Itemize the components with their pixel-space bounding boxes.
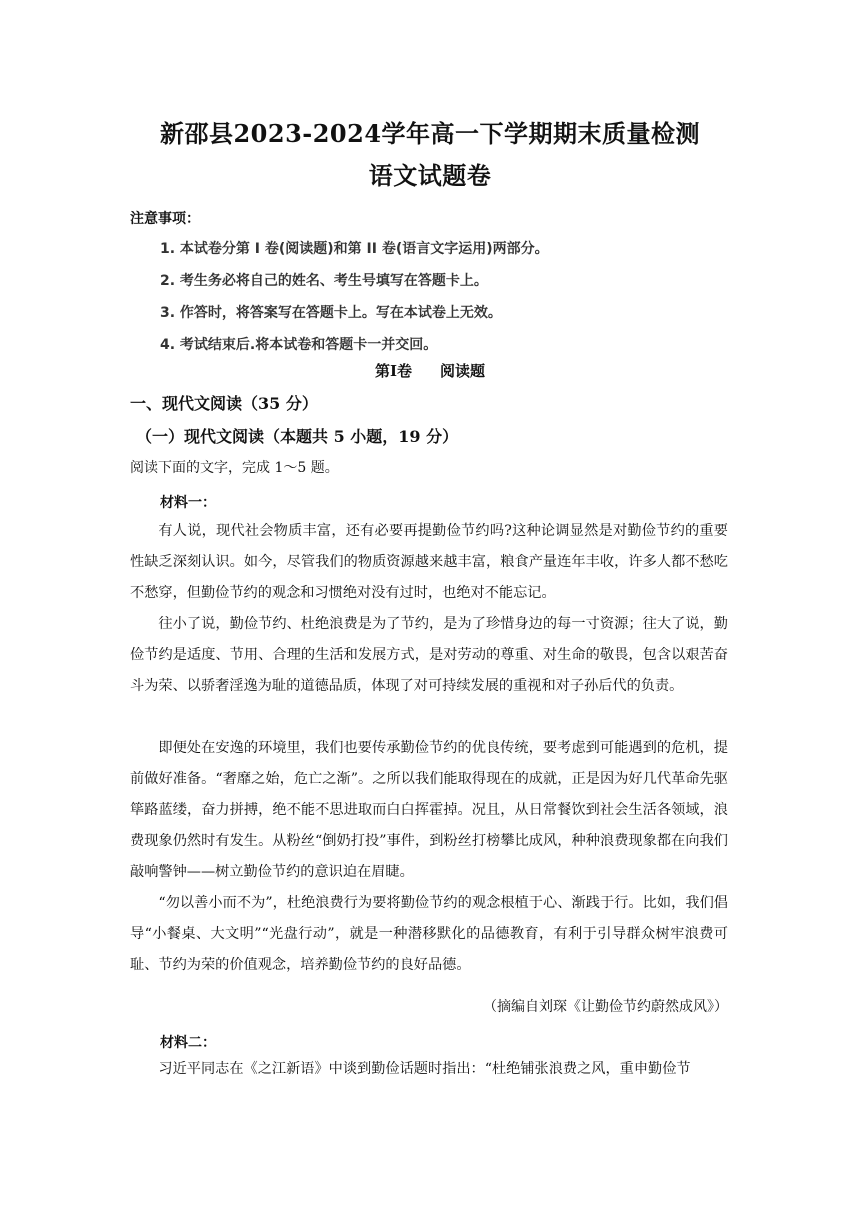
section-heading: 一、现代文阅读（35 分） [130, 394, 318, 413]
paragraph: 有人说，现代社会物质丰富，还有必要再提勤俭节约吗?这种论调显然是对勤俭节约的重要性缺乏深刻认识。如今，尽管我们的物质资源越来越丰富，粮食产量连年丰收，许多人都不愁吃不愁穿，但勤俭节约的观念和习惯绝对没有过时，也绝对不能忘记。 [130, 523, 728, 601]
source-citation: （摘编自刘琛《让勤俭节约蔚然成风》） [483, 999, 728, 1015]
part-label: 第Ⅰ卷 [374, 362, 412, 380]
paragraph: 习近平同志在《之江新语》中谈到勤俭话题时指出：“杜绝铺张浪费之风，重申勤俭节 [158, 1061, 691, 1077]
exam-subtitle: 语文试题卷 [368, 161, 492, 190]
part-name: 阅读题 [440, 362, 486, 380]
paragraph: 即便处在安逸的环境里，我们也要传承勤俭节约的优良传统，要考虑到可能遇到的危机，提前做好准备。“奢靡之始，危亡之渐”。之所以我们能取得现在的成就，正是因为好几代革命先驱筚路蓝缕，奋力拼搏，绝不能不思进取而白白挥霍掉。况且，从日常餐饮到社会生活各领域，浪费现象仍然时有发生。从粉丝“倒奶打投”事件，到粉丝打榜攀比成风，种种浪费现象都在向我们敲响警钟——树立勤俭节约的意识迫在眉睫。 [130, 740, 728, 880]
paragraph: “勿以善小而不为”，杜绝浪费行为要将勤俭节约的观念根植于心、渐践于行。比如，我们倡导“小餐桌、大文明”“光盘行动”，就是一种潜移默化的品德教育，有利于引导群众树牢浪费可耻、节约为荣的价值观念，培养勤俭节约的良好品德。 [130, 895, 728, 973]
note-item: 3. 作答时，将答案写在答题卡上。写在本试卷上无效。 [160, 305, 502, 321]
note-item: 1. 本试卷分第 I 卷(阅读题)和第 II 卷(语言文字运用)两部分。 [160, 241, 549, 257]
instruction-text: 阅读下面的文字，完成 1～5 题。 [130, 460, 339, 476]
exam-title: 新邵县2023-2024学年高一下学期期末质量检测 [159, 119, 701, 148]
material-label: 材料一： [160, 495, 216, 511]
material-label: 材料二： [160, 1035, 216, 1051]
part-heading [0, 360, 860, 381]
note-item: 4. 考试结束后.将本试卷和答题卡一并交回。 [160, 337, 438, 353]
notes-heading: 注意事项： [130, 211, 200, 227]
note-item: 2. 考生务必将自己的姓名、考生号填写在答题卡上。 [160, 273, 488, 289]
subsection-heading: （一）现代文阅读（本题共 5 小题，19 分） [136, 427, 459, 446]
paragraph: 往小了说，勤俭节约、杜绝浪费是为了节约，是为了珍惜身边的每一寸资源；往大了说，勤俭节约是适度、节用、合理的生活和发展方式，是对劳动的尊重、对生命的敬畏，包含以艰苦奋斗为荣、以骄奢淫逸为耻的道德品质，体现了对可持续发展的重视和对子孙后代的负责。 [130, 616, 728, 694]
